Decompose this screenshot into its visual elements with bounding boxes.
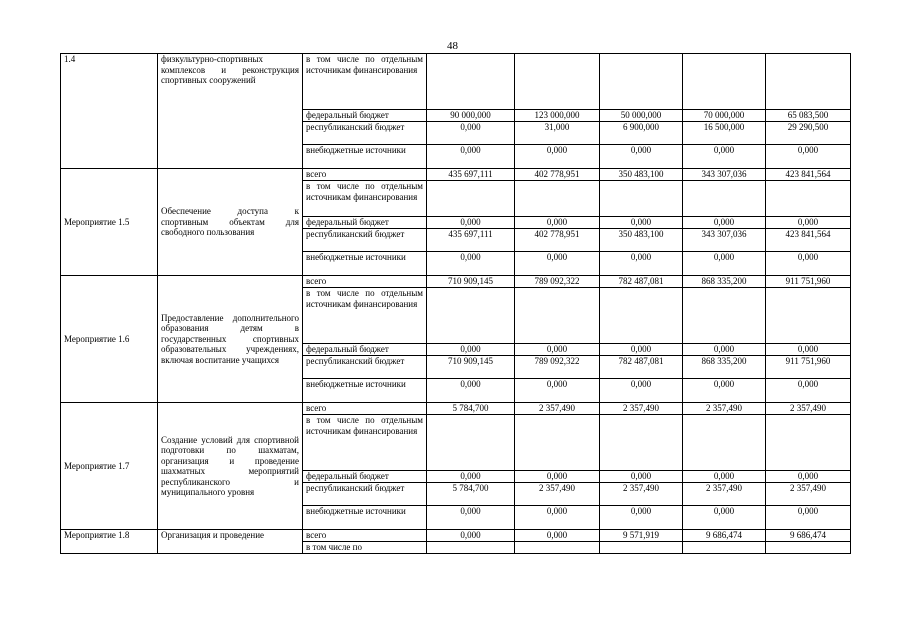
amount-cell: 0,000 [600,506,683,530]
page-number: 48 [447,40,458,52]
amount-cell [427,54,515,110]
amount-cell: 0,000 [427,506,515,530]
funding-source: федеральный бюджет [303,110,427,122]
table-body [61,54,851,554]
amount-cell: 710 909,145 [427,276,515,288]
table-row [61,169,851,181]
amount-cell: 435 697,111 [427,169,515,181]
amount-cell: 0,000 [515,344,600,356]
measure-title: Создание условий для спортивной подготовки по шахматам, организация и проведение шахматных мероприятий республиканского и муниципального уровня [158,403,303,530]
amount-cell: 0,000 [600,145,683,169]
amount-cell: 402 778,951 [515,169,600,181]
amount-cell: 0,000 [600,252,683,276]
amount-cell [683,415,766,471]
amount-cell [427,181,515,217]
amount-cell: 2 357,490 [600,403,683,415]
funding-source: республиканский бюджет [303,483,427,506]
funding-source: в том числе по отдельным источникам финансирования [303,181,427,217]
amount-cell: 0,000 [515,506,600,530]
amount-cell: 9 571,919 [600,530,683,542]
amount-cell: 123 000,000 [515,110,600,122]
amount-cell: 70 000,000 [683,110,766,122]
amount-cell [683,542,766,554]
amount-cell: 2 357,490 [515,403,600,415]
amount-cell: 0,000 [600,471,683,483]
table-row [61,276,851,288]
funding-source: всего [303,276,427,288]
amount-cell: 2 357,490 [600,483,683,506]
measure-title: Предоставление дополнительного образования детям в государственных спортивных образовательных учреждениях, включая воспитание учащихся [158,276,303,403]
funding-source: внебюджетные источники [303,379,427,403]
amount-cell: 2 357,490 [766,403,851,415]
funding-source: всего [303,403,427,415]
amount-cell [427,415,515,471]
amount-cell: 0,000 [766,217,851,229]
amount-cell [515,54,600,110]
amount-cell: 868 335,200 [683,276,766,288]
amount-cell: 29 290,500 [766,122,851,145]
amount-cell [515,288,600,344]
amount-cell: 911 751,960 [766,276,851,288]
amount-cell: 0,000 [427,344,515,356]
table-row [61,530,851,542]
amount-cell: 0,000 [515,530,600,542]
amount-cell: 868 335,200 [683,356,766,379]
amount-cell: 782 487,081 [600,356,683,379]
amount-cell: 0,000 [427,530,515,542]
amount-cell: 2 357,490 [515,483,600,506]
amount-cell: 9 686,474 [766,530,851,542]
amount-cell: 0,000 [683,344,766,356]
amount-cell: 0,000 [766,145,851,169]
funding-source: в том числе по [303,542,427,554]
amount-cell: 0,000 [683,379,766,403]
amount-cell: 0,000 [683,252,766,276]
budget-table [60,53,851,554]
funding-source: федеральный бюджет [303,344,427,356]
measure-title: физкультурно-спортивных комплексов и реконструкция спортивных сооружений [158,54,303,169]
amount-cell [600,415,683,471]
amount-cell [766,54,851,110]
measure-number: Мероприятие 1.8 [61,530,158,554]
amount-cell [427,542,515,554]
amount-cell [683,288,766,344]
amount-cell: 5 784,700 [427,403,515,415]
amount-cell: 0,000 [515,217,600,229]
amount-cell: 0,000 [766,379,851,403]
amount-cell: 0,000 [427,379,515,403]
amount-cell [600,54,683,110]
amount-cell: 402 778,951 [515,229,600,252]
amount-cell [766,181,851,217]
amount-cell: 90 000,000 [427,110,515,122]
amount-cell: 0,000 [427,471,515,483]
measure-title: Организация и проведение [158,530,303,554]
amount-cell [515,181,600,217]
funding-source: республиканский бюджет [303,356,427,379]
amount-cell: 0,000 [515,145,600,169]
amount-cell [600,181,683,217]
amount-cell: 789 092,322 [515,356,600,379]
amount-cell [766,542,851,554]
amount-cell: 2 357,490 [766,483,851,506]
measure-number: Мероприятие 1.5 [61,169,158,276]
amount-cell [766,415,851,471]
amount-cell: 782 487,081 [600,276,683,288]
measure-number: Мероприятие 1.7 [61,403,158,530]
amount-cell: 0,000 [515,471,600,483]
amount-cell: 350 483,100 [600,169,683,181]
amount-cell: 16 500,000 [683,122,766,145]
amount-cell: 5 784,700 [427,483,515,506]
amount-cell: 343 307,036 [683,169,766,181]
funding-source: всего [303,169,427,181]
funding-source: внебюджетные источники [303,252,427,276]
amount-cell: 0,000 [600,217,683,229]
amount-cell: 0,000 [600,344,683,356]
table-row [61,54,851,110]
amount-cell [766,288,851,344]
amount-cell [683,54,766,110]
amount-cell: 0,000 [427,252,515,276]
table-row [61,403,851,415]
amount-cell [600,542,683,554]
funding-source: федеральный бюджет [303,471,427,483]
amount-cell: 423 841,564 [766,169,851,181]
amount-cell [427,288,515,344]
amount-cell [515,415,600,471]
funding-source: внебюджетные источники [303,145,427,169]
amount-cell: 435 697,111 [427,229,515,252]
amount-cell: 9 686,474 [683,530,766,542]
amount-cell: 0,000 [683,217,766,229]
amount-cell: 0,000 [683,471,766,483]
amount-cell: 0,000 [766,506,851,530]
amount-cell: 2 357,490 [683,403,766,415]
amount-cell: 65 083,500 [766,110,851,122]
amount-cell: 0,000 [427,217,515,229]
amount-cell: 0,000 [515,379,600,403]
amount-cell: 50 000,000 [600,110,683,122]
amount-cell [515,542,600,554]
amount-cell: 0,000 [427,145,515,169]
amount-cell: 423 841,564 [766,229,851,252]
funding-source: всего [303,530,427,542]
funding-source: республиканский бюджет [303,122,427,145]
funding-source: внебюджетные источники [303,506,427,530]
measure-number: 1.4 [61,54,158,169]
amount-cell: 6 900,000 [600,122,683,145]
funding-source: в том числе по отдельным источникам финансирования [303,288,427,344]
amount-cell: 0,000 [427,122,515,145]
amount-cell: 911 751,960 [766,356,851,379]
amount-cell [683,181,766,217]
amount-cell: 31,000 [515,122,600,145]
amount-cell: 0,000 [683,506,766,530]
amount-cell [600,288,683,344]
amount-cell: 0,000 [766,344,851,356]
amount-cell: 350 483,100 [600,229,683,252]
amount-cell: 710 909,145 [427,356,515,379]
funding-source: в том числе по отдельным источникам финансирования [303,54,427,110]
funding-source: федеральный бюджет [303,217,427,229]
funding-source: в том числе по отдельным источникам финансирования [303,415,427,471]
measure-title: Обеспечение доступа к спортивным объектам для свободного пользования [158,169,303,276]
amount-cell: 0,000 [766,252,851,276]
amount-cell: 0,000 [515,252,600,276]
measure-number: Мероприятие 1.6 [61,276,158,403]
funding-source: республиканский бюджет [303,229,427,252]
amount-cell: 0,000 [766,471,851,483]
amount-cell: 2 357,490 [683,483,766,506]
amount-cell: 789 092,322 [515,276,600,288]
amount-cell: 343 307,036 [683,229,766,252]
amount-cell: 0,000 [600,379,683,403]
amount-cell: 0,000 [683,145,766,169]
